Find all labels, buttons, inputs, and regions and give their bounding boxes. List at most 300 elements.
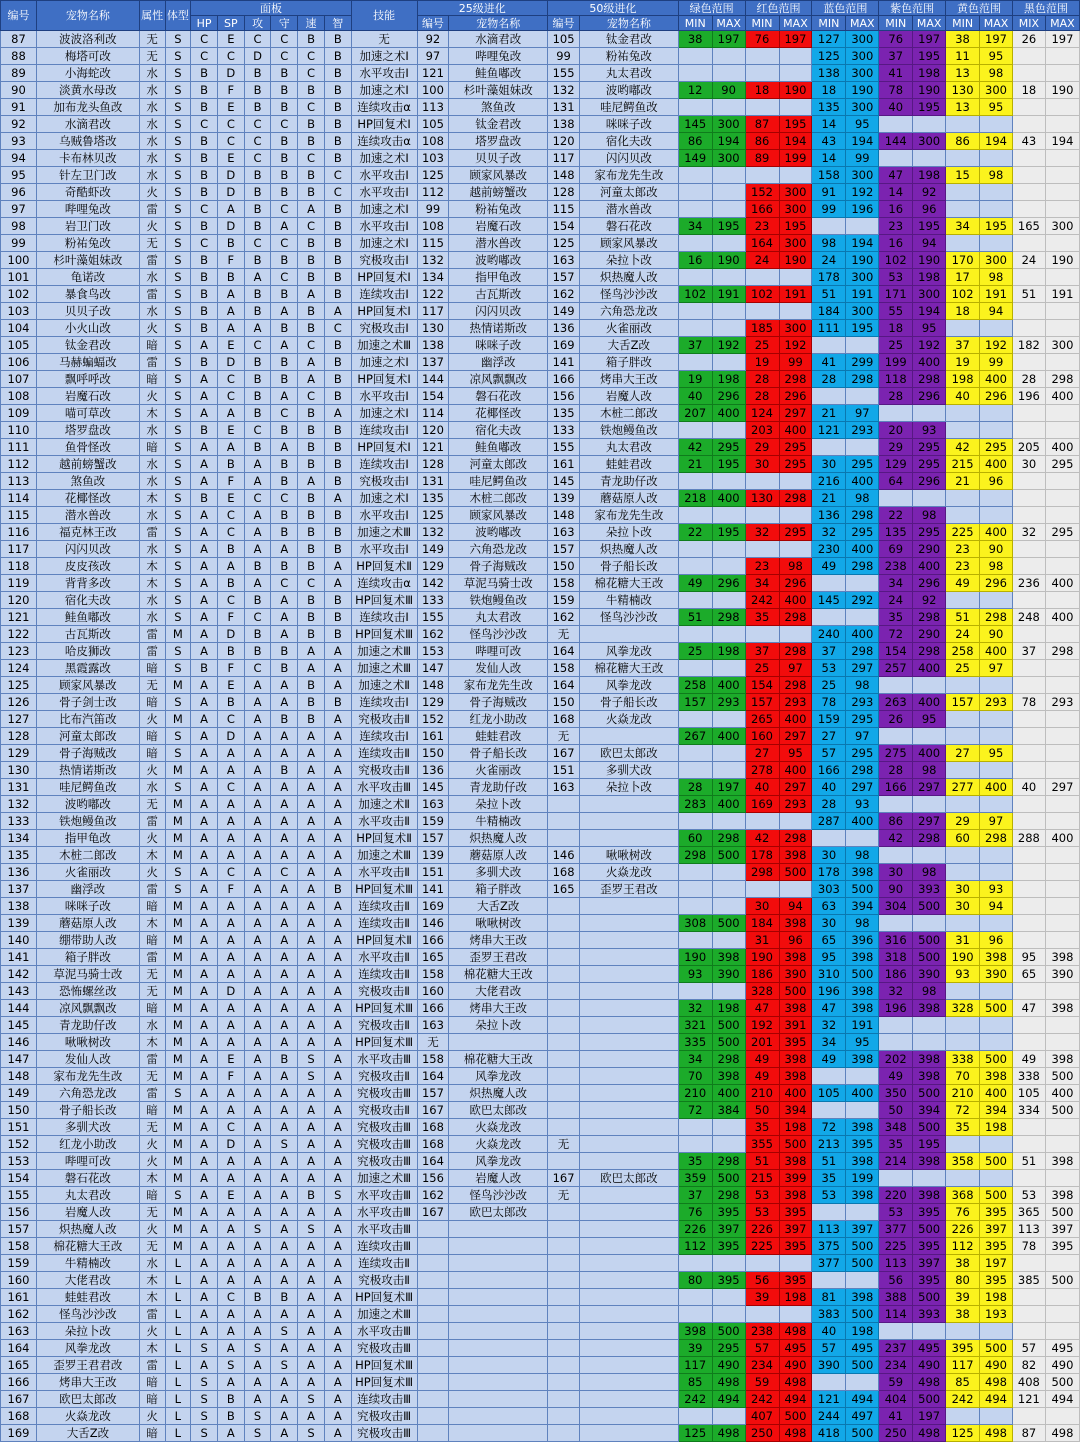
cell-green-min: 258 bbox=[678, 677, 712, 694]
cell-yellow-max bbox=[980, 116, 1013, 133]
cell-blue-max: 300 bbox=[846, 269, 879, 286]
cell-stat-sp: A bbox=[217, 1102, 244, 1119]
cell-blue-max: 394 bbox=[846, 898, 879, 915]
cell-stat-sp: B bbox=[217, 235, 244, 252]
cell-purple-min: 41 bbox=[879, 1408, 913, 1425]
cell-blue-min: 196 bbox=[812, 983, 846, 1000]
cell-evo25-name: 煞鱼改 bbox=[449, 99, 548, 116]
cell-pet-name: 淡黄水母改 bbox=[36, 82, 139, 99]
cell-evo50-number: 165 bbox=[548, 881, 580, 898]
cell-green-max bbox=[712, 507, 745, 524]
cell-stat-hp: B bbox=[191, 167, 218, 184]
cell-pet-name: 塔罗盘改 bbox=[36, 422, 139, 439]
cell-stat-hp: A bbox=[191, 1051, 218, 1068]
cell-stat-atk: A bbox=[244, 762, 271, 779]
cell-stat-int: B bbox=[324, 881, 351, 898]
table-row bbox=[1, 592, 1080, 609]
cell-yellow-min bbox=[946, 490, 980, 507]
cell-stat-spd: C bbox=[298, 575, 325, 592]
cell-size: M bbox=[165, 1136, 191, 1153]
cell-size: S bbox=[165, 507, 191, 524]
cell-pet-name: 棉花糖大王改 bbox=[36, 1238, 139, 1255]
cell-purple-min: 34 bbox=[879, 575, 913, 592]
cell-stat-int: A bbox=[324, 1170, 351, 1187]
cell-yellow-min: 23 bbox=[946, 558, 980, 575]
cell-evo25-name: 歪罗王君改 bbox=[449, 949, 548, 966]
cell-blue-max bbox=[846, 1068, 879, 1085]
cell-purple-min: 25 bbox=[879, 337, 913, 354]
cell-stat-int: A bbox=[324, 1408, 351, 1425]
cell-green-min bbox=[678, 65, 712, 82]
cell-size: S bbox=[165, 31, 191, 48]
cell-stat-atk: B bbox=[244, 65, 271, 82]
cell-blue-min: 91 bbox=[812, 184, 846, 201]
cell-size: L bbox=[165, 1408, 191, 1425]
cell-yellow-max: 198 bbox=[980, 1119, 1013, 1136]
cell-red-max: 195 bbox=[779, 218, 812, 235]
cell-evo50-name bbox=[579, 949, 678, 966]
cell-purple-max: 198 bbox=[913, 269, 946, 286]
cell-pet-name: 鱼骨怪改 bbox=[36, 439, 139, 456]
cell-blue-min: 27 bbox=[812, 728, 846, 745]
cell-pet-name: 蘑菇原人改 bbox=[36, 915, 139, 932]
cell-attribute: 木 bbox=[139, 558, 165, 575]
cell-evo50-number: 163 bbox=[548, 524, 580, 541]
cell-stat-def: A bbox=[271, 728, 298, 745]
cell-size: M bbox=[165, 1170, 191, 1187]
cell-blue-min: 40 bbox=[812, 1323, 846, 1340]
cell-red-max bbox=[779, 1306, 812, 1323]
cell-green-max bbox=[712, 235, 745, 252]
cell-yellow-min: 170 bbox=[946, 252, 980, 269]
cell-number: 95 bbox=[1, 167, 37, 184]
cell-evo50-number: 136 bbox=[548, 320, 580, 337]
cell-evo50-number: 105 bbox=[548, 31, 580, 48]
cell-blue-min bbox=[812, 388, 846, 405]
cell-evo50-name: 朵拉卜改 bbox=[579, 524, 678, 541]
cell-attribute: 木 bbox=[139, 575, 165, 592]
cell-skill: 加速之术Ⅰ bbox=[351, 82, 417, 99]
cell-skill: HP回复术Ⅲ bbox=[351, 1289, 417, 1306]
cell-stat-spd: A bbox=[298, 745, 325, 762]
cell-evo50-name: 大舌Z改 bbox=[579, 337, 678, 354]
cell-size: S bbox=[165, 65, 191, 82]
cell-stat-spd: A bbox=[298, 1000, 325, 1017]
cell-green-max: 298 bbox=[712, 830, 745, 847]
cell-stat-def: B bbox=[271, 643, 298, 660]
table-row bbox=[1, 1391, 1080, 1408]
cell-stat-int: A bbox=[324, 796, 351, 813]
cell-black-max bbox=[1045, 864, 1079, 881]
cell-blue-min: 377 bbox=[812, 1255, 846, 1272]
cell-evo25-name: 棉花糖大王改 bbox=[449, 1051, 548, 1068]
cell-skill: 究极攻击Ⅲ bbox=[351, 1119, 417, 1136]
cell-number: 115 bbox=[1, 507, 37, 524]
cell-blue-max bbox=[846, 575, 879, 592]
cell-stat-int: A bbox=[324, 847, 351, 864]
cell-purple-max bbox=[913, 1170, 946, 1187]
cell-stat-spd: B bbox=[298, 507, 325, 524]
cell-green-min: 12 bbox=[678, 82, 712, 99]
cell-blue-max: 199 bbox=[846, 1170, 879, 1187]
cell-red-min: 30 bbox=[745, 898, 779, 915]
cell-attribute: 暗 bbox=[139, 694, 165, 711]
cell-red-min bbox=[745, 813, 779, 830]
cell-green-max: 295 bbox=[712, 1340, 745, 1357]
cell-purple-max: 498 bbox=[913, 1425, 946, 1442]
cell-pet-name: 大佬君改 bbox=[36, 1272, 139, 1289]
cell-purple-max: 395 bbox=[913, 1238, 946, 1255]
cell-red-max: 293 bbox=[779, 796, 812, 813]
cell-blue-max: 500 bbox=[846, 1425, 879, 1442]
cell-red-min: 328 bbox=[745, 983, 779, 1000]
cell-yellow-min: 328 bbox=[946, 1000, 980, 1017]
cell-yellow-min: 277 bbox=[946, 779, 980, 796]
table-row bbox=[1, 354, 1080, 371]
cell-evo50-name bbox=[579, 1051, 678, 1068]
cell-number: 133 bbox=[1, 813, 37, 830]
cell-stat-int: A bbox=[324, 1391, 351, 1408]
cell-skill: 无 bbox=[351, 31, 417, 48]
cell-black-max: 400 bbox=[1045, 1085, 1079, 1102]
cell-evo50-name bbox=[579, 1136, 678, 1153]
cell-size: M bbox=[165, 1221, 191, 1238]
cell-red-min bbox=[745, 48, 779, 65]
cell-purple-min: 59 bbox=[879, 1374, 913, 1391]
cell-evo50-number bbox=[548, 1051, 580, 1068]
cell-stat-atk: A bbox=[244, 711, 271, 728]
cell-stat-sp: C bbox=[217, 592, 244, 609]
cell-stat-sp: A bbox=[217, 201, 244, 218]
cell-yellow-min: 190 bbox=[946, 949, 980, 966]
cell-evo50-number: 167 bbox=[548, 745, 580, 762]
cell-skill: 加速之术Ⅲ bbox=[351, 524, 417, 541]
cell-skill: 究极攻击Ⅰ bbox=[351, 320, 417, 337]
cell-evo25-number bbox=[417, 1374, 449, 1391]
cell-black-min bbox=[1012, 184, 1045, 201]
cell-skill: HP回复术Ⅲ bbox=[351, 1374, 417, 1391]
cell-attribute: 无 bbox=[139, 31, 165, 48]
cell-pet-name: 骨子海贼改 bbox=[36, 745, 139, 762]
cell-purple-max: 500 bbox=[913, 932, 946, 949]
cell-pet-name: 梅塔可改 bbox=[36, 48, 139, 65]
cell-green-max: 195 bbox=[712, 524, 745, 541]
cell-size: M bbox=[165, 898, 191, 915]
cell-evo50-name: 火焱龙改 bbox=[579, 711, 678, 728]
cell-stat-hp: S bbox=[191, 1408, 218, 1425]
cell-green-max bbox=[712, 48, 745, 65]
cell-red-max: 192 bbox=[779, 337, 812, 354]
cell-red-min bbox=[745, 626, 779, 643]
cell-black-max: 190 bbox=[1045, 82, 1079, 99]
cell-blue-min: 21 bbox=[812, 405, 846, 422]
cell-stat-hp: B bbox=[191, 354, 218, 371]
cell-evo50-number bbox=[548, 1000, 580, 1017]
cell-evo25-number: 159 bbox=[417, 813, 449, 830]
cell-attribute: 木 bbox=[139, 490, 165, 507]
cell-yellow-min bbox=[946, 1170, 980, 1187]
cell-evo50-number: 99 bbox=[548, 48, 580, 65]
cell-red-max: 99 bbox=[779, 354, 812, 371]
cell-blue-min: 136 bbox=[812, 507, 846, 524]
cell-black-min bbox=[1012, 1408, 1045, 1425]
cell-green-min: 218 bbox=[678, 490, 712, 507]
cell-evo50-number: 161 bbox=[548, 456, 580, 473]
cell-attribute: 雷 bbox=[139, 626, 165, 643]
cell-skill: 连续攻击Ⅰ bbox=[351, 694, 417, 711]
cell-green-max: 397 bbox=[712, 1221, 745, 1238]
header-green-min: MIN bbox=[678, 16, 712, 31]
cell-yellow-min: 37 bbox=[946, 337, 980, 354]
cell-yellow-min: 117 bbox=[946, 1357, 980, 1374]
cell-evo50-name: 波哟嘟改 bbox=[579, 82, 678, 99]
cell-stat-atk: B bbox=[244, 626, 271, 643]
cell-skill: 加速之术Ⅱ bbox=[351, 677, 417, 694]
cell-pet-name: 花椰怪改 bbox=[36, 490, 139, 507]
cell-blue-min: 178 bbox=[812, 864, 846, 881]
cell-red-max: 297 bbox=[779, 779, 812, 796]
cell-evo25-name: 风拳龙改 bbox=[449, 1153, 548, 1170]
cell-black-min: 24 bbox=[1012, 252, 1045, 269]
header-size: 体型 bbox=[165, 1, 191, 31]
cell-stat-hp: C bbox=[191, 31, 218, 48]
cell-red-min: 169 bbox=[745, 796, 779, 813]
cell-stat-def: A bbox=[271, 1391, 298, 1408]
cell-stat-hp: A bbox=[191, 1000, 218, 1017]
cell-red-min: 278 bbox=[745, 762, 779, 779]
table-row bbox=[1, 252, 1080, 269]
cell-black-max bbox=[1045, 116, 1079, 133]
cell-blue-max: 298 bbox=[846, 762, 879, 779]
table-row bbox=[1, 779, 1080, 796]
cell-blue-min: 135 bbox=[812, 99, 846, 116]
cell-purple-max: 395 bbox=[913, 1204, 946, 1221]
cell-skill: 究极攻击Ⅲ bbox=[351, 1153, 417, 1170]
cell-black-min bbox=[1012, 235, 1045, 252]
cell-black-max bbox=[1045, 99, 1079, 116]
cell-evo25-name: 哔哩可改 bbox=[449, 643, 548, 660]
cell-red-max: 190 bbox=[779, 252, 812, 269]
cell-yellow-max bbox=[980, 796, 1013, 813]
table-row bbox=[1, 728, 1080, 745]
cell-skill: HP回复术Ⅲ bbox=[351, 626, 417, 643]
cell-blue-max: 191 bbox=[846, 286, 879, 303]
cell-black-max: 500 bbox=[1045, 1374, 1079, 1391]
cell-green-max bbox=[712, 1306, 745, 1323]
cell-purple-min: 29 bbox=[879, 439, 913, 456]
cell-green-max: 400 bbox=[712, 796, 745, 813]
cell-stat-int: A bbox=[324, 728, 351, 745]
cell-yellow-max: 298 bbox=[980, 609, 1013, 626]
cell-evo25-number: 134 bbox=[417, 269, 449, 286]
cell-size: S bbox=[165, 490, 191, 507]
cell-stat-atk: A bbox=[244, 320, 271, 337]
cell-yellow-min: 34 bbox=[946, 218, 980, 235]
cell-evo25-name: 骨子船长改 bbox=[449, 745, 548, 762]
cell-stat-def: A bbox=[271, 847, 298, 864]
cell-blue-max: 98 bbox=[846, 915, 879, 932]
cell-stat-def: A bbox=[271, 1034, 298, 1051]
cell-black-max: 295 bbox=[1045, 524, 1079, 541]
cell-evo50-number: 162 bbox=[548, 609, 580, 626]
cell-blue-min: 37 bbox=[812, 643, 846, 660]
cell-yellow-max: 400 bbox=[980, 524, 1013, 541]
cell-purple-max: 92 bbox=[913, 184, 946, 201]
cell-number: 158 bbox=[1, 1238, 37, 1255]
cell-evo25-number: 152 bbox=[417, 711, 449, 728]
cell-black-min bbox=[1012, 864, 1045, 881]
cell-blue-min bbox=[812, 1068, 846, 1085]
cell-black-max bbox=[1045, 677, 1079, 694]
cell-red-max: 300 bbox=[779, 201, 812, 218]
cell-skill: 连续攻击α bbox=[351, 575, 417, 592]
cell-evo25-name: 岩魔人改 bbox=[449, 1170, 548, 1187]
table-row bbox=[1, 694, 1080, 711]
cell-stat-spd: A bbox=[298, 898, 325, 915]
cell-skill: 加速之术Ⅲ bbox=[351, 660, 417, 677]
cell-green-min: 298 bbox=[678, 847, 712, 864]
cell-black-min bbox=[1012, 1255, 1045, 1272]
cell-black-min bbox=[1012, 269, 1045, 286]
cell-stat-sp: A bbox=[217, 1323, 244, 1340]
cell-stat-hp: A bbox=[191, 881, 218, 898]
cell-purple-min: 49 bbox=[879, 1068, 913, 1085]
cell-blue-min: 244 bbox=[812, 1408, 846, 1425]
cell-evo50-name bbox=[579, 1153, 678, 1170]
cell-stat-atk: C bbox=[244, 133, 271, 150]
cell-red-min: 40 bbox=[745, 779, 779, 796]
cell-stat-sp: A bbox=[217, 1204, 244, 1221]
cell-green-min bbox=[678, 1255, 712, 1272]
cell-red-min: 190 bbox=[745, 949, 779, 966]
cell-green-max: 398 bbox=[712, 949, 745, 966]
cell-number: 165 bbox=[1, 1357, 37, 1374]
cell-attribute: 水 bbox=[139, 507, 165, 524]
cell-number: 98 bbox=[1, 218, 37, 235]
cell-stat-sp: A bbox=[217, 1085, 244, 1102]
cell-skill: 究极攻击Ⅰ bbox=[351, 252, 417, 269]
cell-black-max: 397 bbox=[1045, 1221, 1079, 1238]
cell-evo25-number: 129 bbox=[417, 558, 449, 575]
cell-black-max bbox=[1045, 796, 1079, 813]
cell-black-max: 490 bbox=[1045, 1357, 1079, 1374]
cell-red-max: 298 bbox=[779, 609, 812, 626]
cell-blue-max: 300 bbox=[846, 167, 879, 184]
cell-purple-min bbox=[879, 116, 913, 133]
cell-stat-def: A bbox=[271, 949, 298, 966]
cell-red-min: 238 bbox=[745, 1323, 779, 1340]
cell-pet-name: 草泥马骑士改 bbox=[36, 966, 139, 983]
cell-purple-min: 263 bbox=[879, 694, 913, 711]
cell-stat-atk: A bbox=[244, 1187, 271, 1204]
cell-black-min bbox=[1012, 1289, 1045, 1306]
cell-blue-max: 190 bbox=[846, 252, 879, 269]
cell-stat-spd: C bbox=[298, 99, 325, 116]
cell-evo25-number: 165 bbox=[417, 949, 449, 966]
cell-stat-hp: B bbox=[191, 133, 218, 150]
cell-purple-max: 94 bbox=[913, 235, 946, 252]
cell-yellow-max: 192 bbox=[980, 337, 1013, 354]
cell-stat-def: B bbox=[271, 167, 298, 184]
cell-green-max: 195 bbox=[712, 218, 745, 235]
cell-black-min: 365 bbox=[1012, 1204, 1045, 1221]
cell-number: 87 bbox=[1, 31, 37, 48]
cell-stat-int: B bbox=[324, 694, 351, 711]
cell-number: 140 bbox=[1, 932, 37, 949]
cell-red-min: 42 bbox=[745, 830, 779, 847]
cell-stat-hp: B bbox=[191, 320, 218, 337]
cell-blue-min bbox=[812, 439, 846, 456]
cell-red-min: 166 bbox=[745, 201, 779, 218]
cell-evo50-number: 154 bbox=[548, 218, 580, 235]
cell-black-max: 300 bbox=[1045, 337, 1079, 354]
cell-evo25-number: 146 bbox=[417, 915, 449, 932]
cell-evo25-number: 162 bbox=[417, 1187, 449, 1204]
cell-skill: 连续攻击Ⅲ bbox=[351, 1391, 417, 1408]
cell-stat-spd: B bbox=[298, 235, 325, 252]
cell-stat-spd: B bbox=[298, 609, 325, 626]
cell-blue-max: 97 bbox=[846, 728, 879, 745]
cell-stat-int: B bbox=[324, 371, 351, 388]
cell-stat-spd: B bbox=[298, 524, 325, 541]
cell-stat-atk: B bbox=[244, 643, 271, 660]
cell-black-min bbox=[1012, 1017, 1045, 1034]
cell-skill: 加速之术Ⅲ bbox=[351, 1170, 417, 1187]
cell-black-min: 26 bbox=[1012, 31, 1045, 48]
cell-green-max bbox=[712, 1289, 745, 1306]
header-stat-spd: 速 bbox=[298, 16, 325, 31]
cell-yellow-max: 95 bbox=[980, 99, 1013, 116]
cell-green-max bbox=[712, 201, 745, 218]
cell-red-max: 295 bbox=[779, 524, 812, 541]
cell-evo25-number: 162 bbox=[417, 626, 449, 643]
cell-black-max: 298 bbox=[1045, 371, 1079, 388]
cell-evo25-name: 草泥马骑士改 bbox=[449, 575, 548, 592]
cell-yellow-min bbox=[946, 422, 980, 439]
cell-stat-atk: C bbox=[244, 235, 271, 252]
cell-stat-def: A bbox=[271, 303, 298, 320]
cell-number: 135 bbox=[1, 847, 37, 864]
cell-attribute: 暗 bbox=[139, 1187, 165, 1204]
table-row bbox=[1, 422, 1080, 439]
cell-stat-def: B bbox=[271, 354, 298, 371]
cell-number: 96 bbox=[1, 184, 37, 201]
cell-stat-sp: C bbox=[217, 779, 244, 796]
cell-red-max: 398 bbox=[779, 1000, 812, 1017]
cell-evo50-name: 河童太郎改 bbox=[579, 184, 678, 201]
cell-stat-def: C bbox=[271, 235, 298, 252]
cell-attribute: 雷 bbox=[139, 1306, 165, 1323]
cell-evo25-number: 158 bbox=[417, 966, 449, 983]
cell-purple-min: 86 bbox=[879, 813, 913, 830]
cell-evo25-number: 169 bbox=[417, 898, 449, 915]
cell-purple-min: 199 bbox=[879, 354, 913, 371]
cell-purple-min: 42 bbox=[879, 830, 913, 847]
cell-purple-max bbox=[913, 677, 946, 694]
cell-pet-name: 背背多改 bbox=[36, 575, 139, 592]
cell-black-max bbox=[1045, 65, 1079, 82]
cell-stat-atk: C bbox=[244, 609, 271, 626]
cell-size: S bbox=[165, 881, 191, 898]
cell-pet-name: 宿化夫改 bbox=[36, 592, 139, 609]
cell-size: M bbox=[165, 915, 191, 932]
cell-size: S bbox=[165, 235, 191, 252]
cell-stat-int: B bbox=[324, 354, 351, 371]
cell-blue-min bbox=[812, 218, 846, 235]
cell-purple-min: 16 bbox=[879, 235, 913, 252]
cell-green-max: 298 bbox=[712, 609, 745, 626]
cell-yellow-max: 97 bbox=[980, 660, 1013, 677]
